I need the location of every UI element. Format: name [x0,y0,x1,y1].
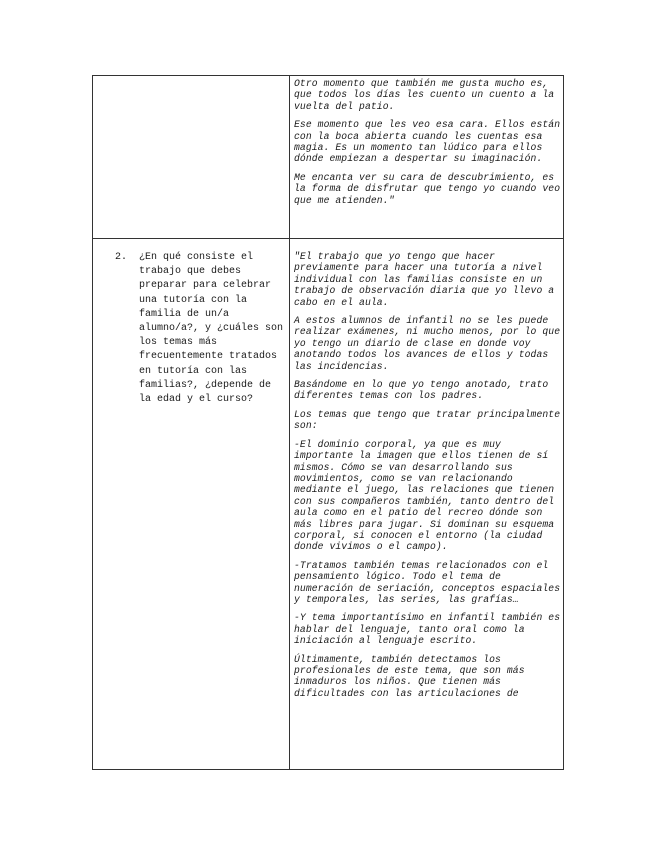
answer-paragraph: Últimamente, también detectamos los profesionales de este tema, que son más inmaduros los niños. Que tienen más dificultades con las articulaciones de [294,653,525,699]
answer-paragraph: Basándome en lo que yo tengo anotado, trato diferentes temas con los padres. [294,379,549,402]
row-divider [93,238,563,239]
answer-paragraph: "El trabajo que yo tengo que hacer previamente para hacer una tutoría a nivel individual con las familias consiste en un trabajo de observación diaria que yo llevo a cabo en el aula. [294,251,555,308]
question-text: ¿En qué consiste el trabajo que debes preparar para celebrar una tutoría con la familia de un/a alumno/a?, y ¿cuáles son los temas más frecuentemente tratados en tutoría con las familias?, ¿depende de la edad y el curso? [139,252,284,406]
answer-paragraph: Ese momento que les veo esa cara. Ellos están con la boca abierta cuando les cuentas esa magia. Es un momento tan lúdico para ellos dónde empiezan a despertar su imaginación. [294,119,561,165]
question-number: 2. [115,252,128,263]
answer-paragraph: Me encanta ver su cara de descubrimiento, es la forma de disfrutar que tengo yo cuando veo que me atienden." [294,171,561,206]
answer-paragraph: -Y tema importantísimo en infantil también es hablar del lenguaje, tanto oral como la iniciación al lenguaje escrito. [294,612,561,647]
interview-table [92,75,564,770]
answer-paragraph: A estos alumnos de infantil no se les puede realizar exámenes, ni mucho menos, por lo que yo tengo un diario de clase en donde voy anotando todos los avances de ellos y todas las incidencias. [294,315,561,372]
row1-answer-cell [294,78,562,213]
answer-paragraph: Otro momento que también me gusta mucho es, que todos los días les cuento un cuento a la vuelta del patio. [294,78,555,112]
row2-answer-cell [294,251,562,706]
answer-paragraph: -Tratamos también temas relacionados con el pensamiento lógico. Todo el tema de numeración de seriación, conceptos espaciales y temporales, las series, las grafías… [294,559,561,605]
answer-paragraph: Los temas que tengo que tratar principalmente son: [294,408,561,432]
column-divider [289,76,290,769]
row2-question-cell [115,251,287,407]
answer-paragraph: -El dominio corporal, ya que es muy importante la imagen que ellos tienen de sí mismos. Cómo se van desarrollando sus movimientos, como se van relacionando mediante el juego, las relaciones que tienen con sus compañeros también, tanto dentro del aula como en el patio del recreo dónde son más libres para jugar. Si dominan su esquema corporal, si conocen el entorno (la ciudad donde vivimos o el campo). [294,438,555,553]
